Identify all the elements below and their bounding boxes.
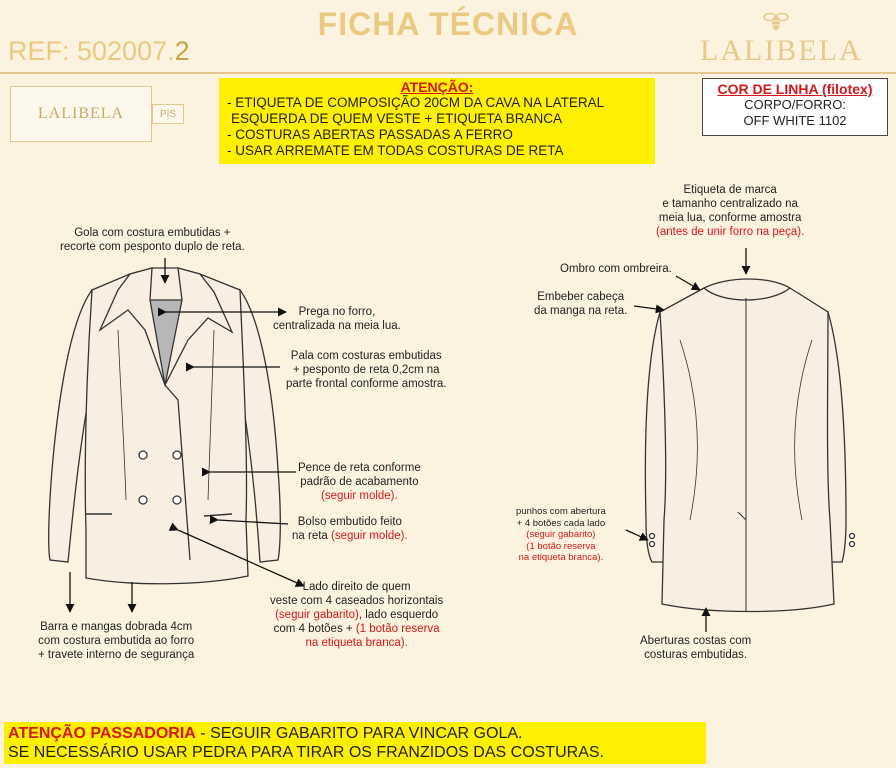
note-brand-label: Etiqueta de marca e tamanho centralizado na meia lua, conforme amostra (antes de unir forro na peça). <box>656 184 805 238</box>
attention-line: - ETIQUETA DE COMPOSIÇÃO 20CM DA CAVA NA LATERAL <box>227 95 605 110</box>
note-cuffs: punhos com abertura + 4 botões cada lado (seguir gabarito) (1 botão reserva na etiqueta branca). <box>516 506 606 563</box>
note-pocket: Bolso embutido feito na reta (seguir molde). <box>292 516 408 542</box>
thread-color-title: COR DE LINHA (filotex) <box>717 81 873 97</box>
pressing-warning: ATENÇÃO PASSADORIA <box>8 725 196 742</box>
attention-title: ATENÇÃO: <box>400 79 474 95</box>
reference-number: REF: 502007. <box>8 36 175 66</box>
reference-version: 2 <box>174 36 190 66</box>
thread-color-line: CORPO/FORRO: <box>744 97 846 112</box>
front-jacket-drawing <box>49 268 281 584</box>
attention-line: - USAR ARREMATE EM TODAS COSTURAS DE RETA <box>227 143 564 158</box>
note-buttonholes: Lado direito de quem veste com 4 caseados horizontais (seguir gabarito), lado esquerdo com 4 botões + (1 botão reserva na etiqueta branca). <box>270 581 444 649</box>
note-collar: Gola com costura embutidas + recorte com pesponto duplo de reta. <box>60 227 245 253</box>
size-tag: P|S <box>152 104 184 124</box>
pressing-instruction: - SEGUIR GABARITO PARA VINCAR GOLA. <box>195 725 523 742</box>
note-shoulder: Ombro com ombreira. <box>560 263 672 275</box>
note-sleeve-cap: Embeber cabeça da manga na reta. <box>534 291 628 317</box>
pressing-instructions <box>4 722 706 764</box>
page-title: FICHA TÉCNICA <box>317 6 579 42</box>
back-jacket-drawing <box>645 279 854 612</box>
note-hem: Barra e mangas dobrada 4cm com costura embutida ao forro + travete interno de segurança <box>38 621 195 661</box>
pressing-instruction: SE NECESSÁRIO USAR PEDRA PARA TIRAR OS FRANZIDOS DAS COSTURAS. <box>8 744 604 761</box>
attention-line: ESQUERDA DE QUEM VESTE + ETIQUETA BRANCA <box>231 111 562 126</box>
note-back-vent: Aberturas costas com costuras embutidas. <box>640 635 752 661</box>
note-yoke: Pala com costuras embutidas + pesponto de reta 0,2cm na parte frontal conforme amostra. <box>286 350 447 390</box>
note-dart: Pence de reta conforme padrão de acabamento (seguir molde). <box>298 462 421 502</box>
thread-color-line: OFF WHITE 1102 <box>743 113 847 128</box>
brand-logo: LALIBELA <box>700 34 863 67</box>
note-pleat: Prega no forro, centralizada na meia lua. <box>273 306 401 332</box>
attention-line: - COSTURAS ABERTAS PASSADAS A FERRO <box>227 127 513 142</box>
brand-label-sample: LALIBELA <box>10 86 152 142</box>
